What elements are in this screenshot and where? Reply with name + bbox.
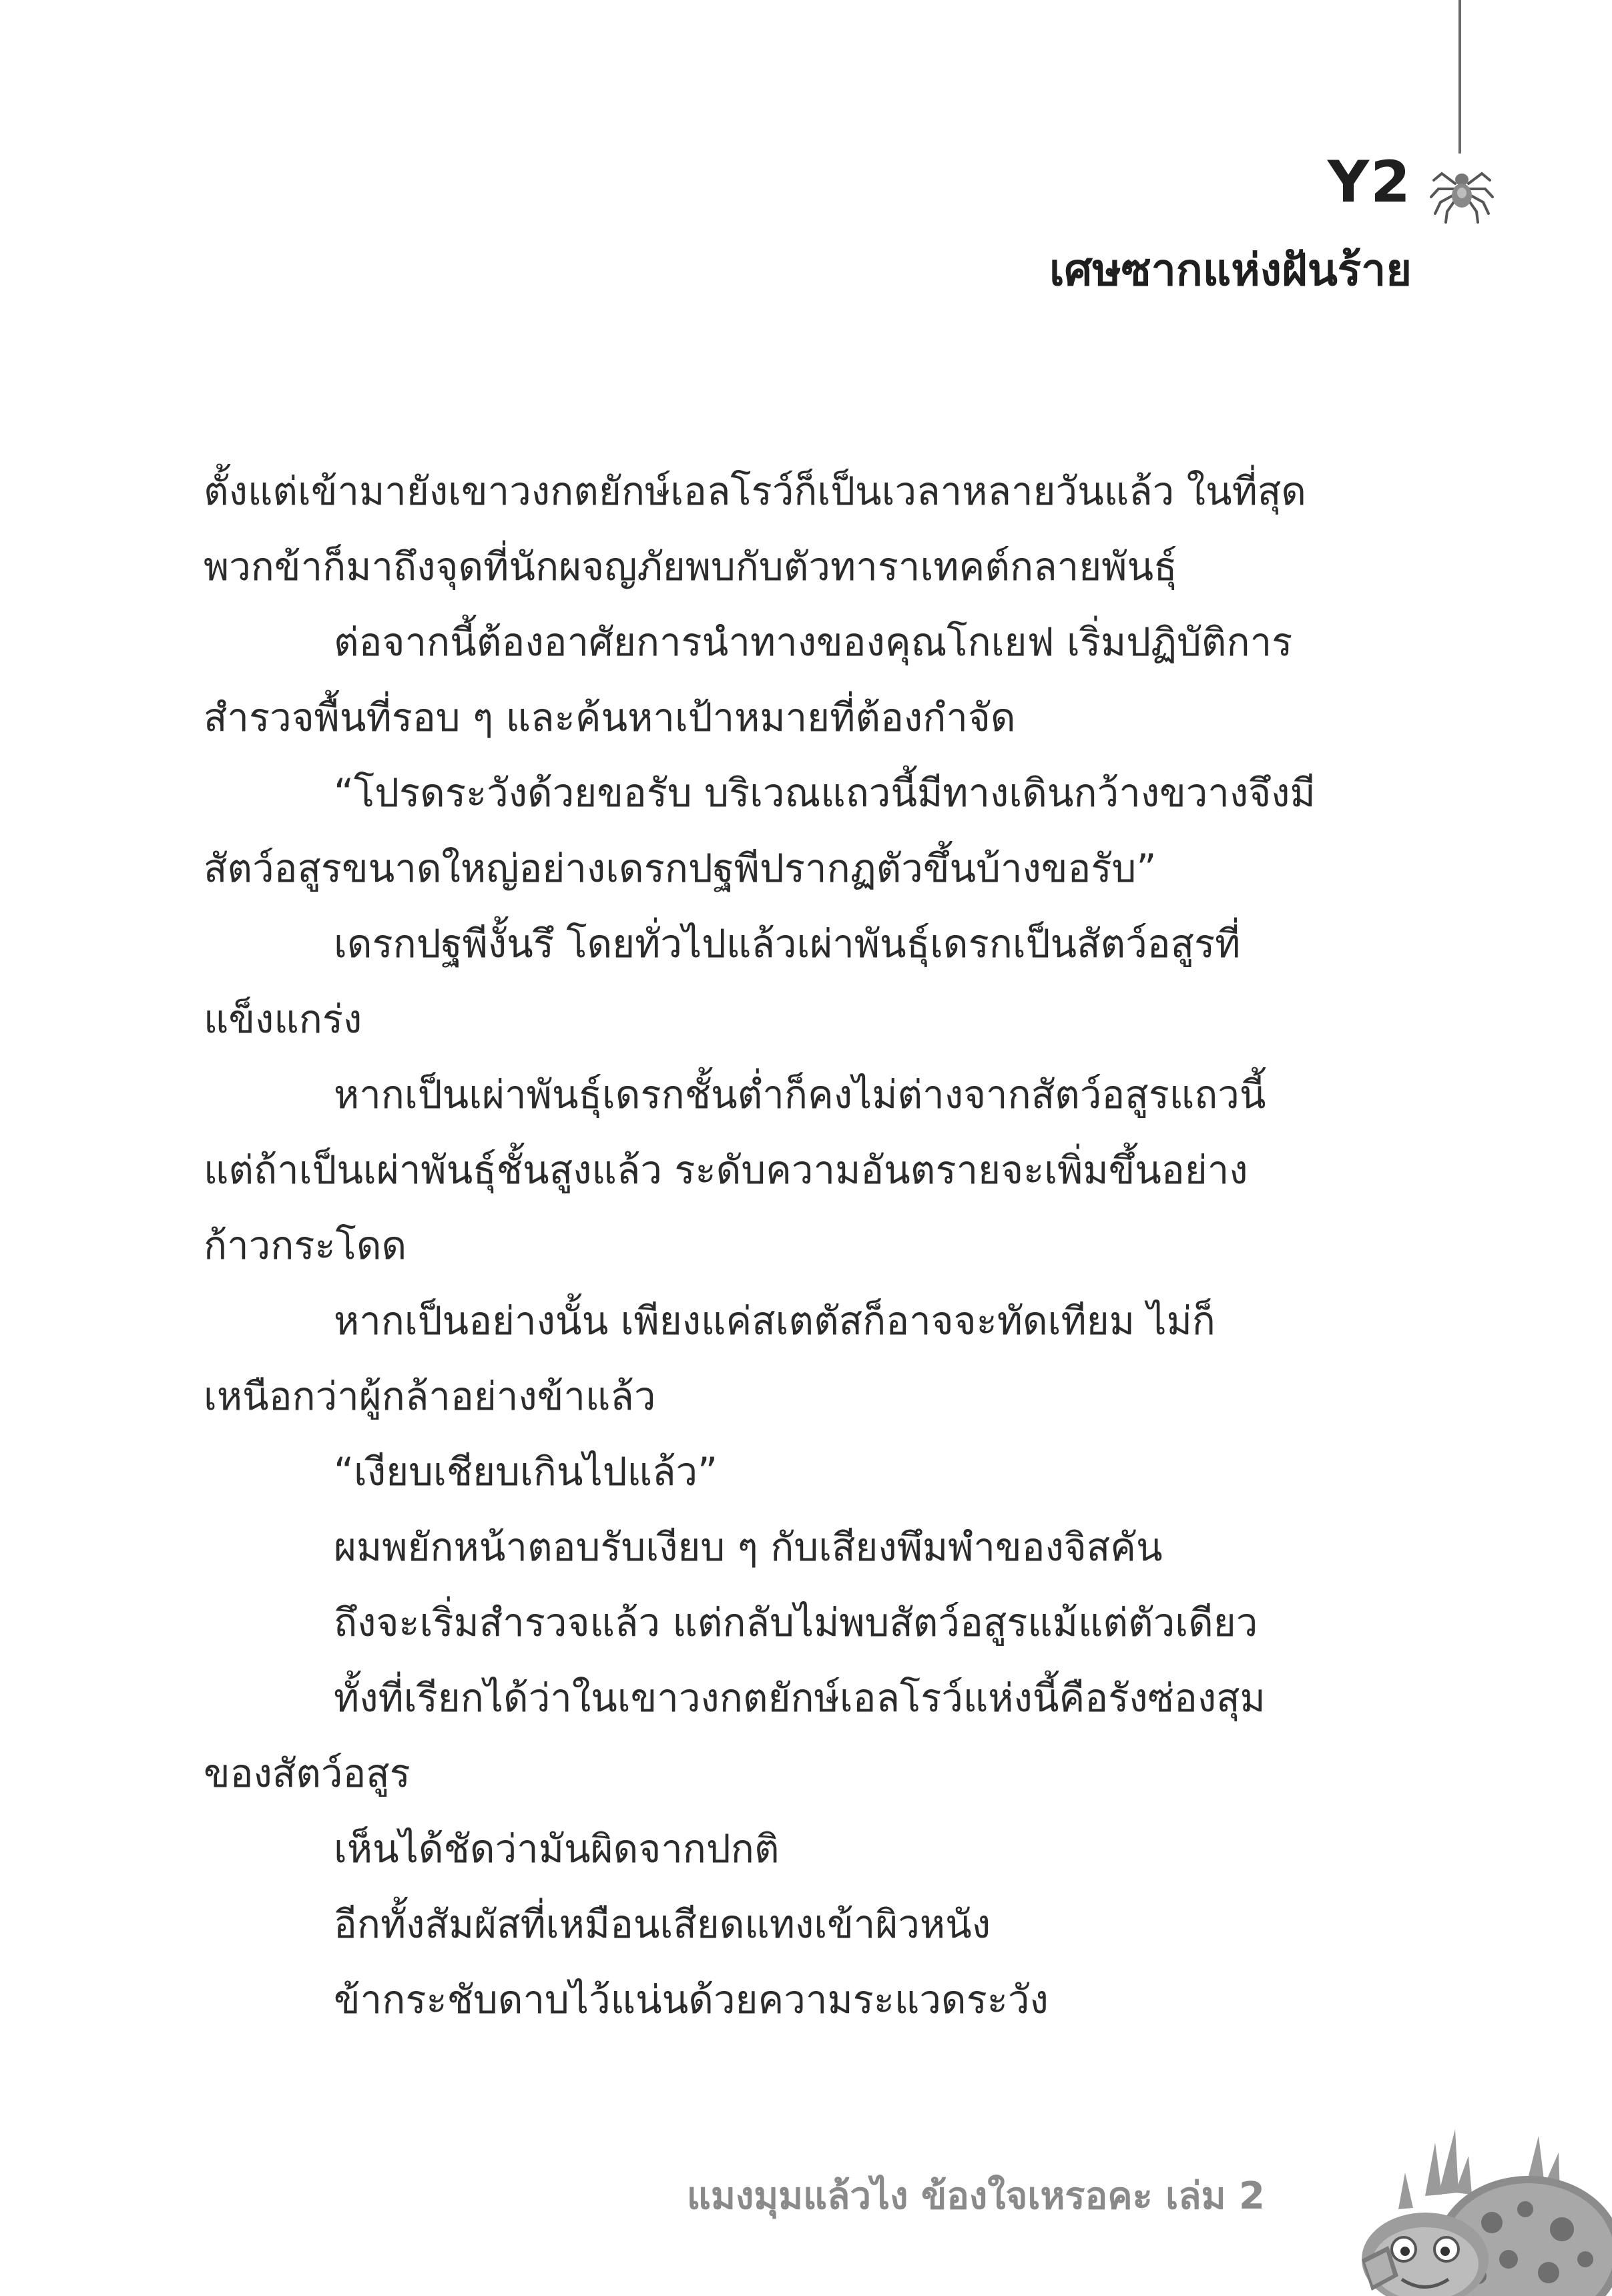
footer-book-title: แมงมุมแล้วไง ข้องใจเหรอคะ เล่ม 2 [686,2175,1265,2218]
chapter-number: Y2 [1327,149,1412,216]
spider-icon [1428,150,1495,224]
paragraph-line: ของสัตว์อสูร [204,1751,411,1796]
paragraph-line: เดรกปฐพีงั้นรึ โดยทั่วไปแล้วเผ่าพันธุ์เดรกเป็นสัตว์อสูรที่ [334,921,1241,966]
paragraph-line: หากเป็นอย่างนั้น เพียงแค่สเตตัสก็อาจจะทัดเทียม ไม่ก็ [334,1298,1216,1344]
paragraph-line: ถึงจะเริ่มสำรวจแล้ว แต่กลับไม่พบสัตว์อสูรแม้แต่ตัวเดียว [334,1600,1258,1645]
paragraph-line: สำรวจพื้นที่รอบ ๆ และค้นหาเป้าหมายที่ต้องกำจัด [204,695,1016,740]
paragraph-line: อีกทั้งสัมผัสที่เหมือนเสียดแทงเข้าผิวหนัง [334,1902,991,1947]
chapter-title: เศษซากแห่งฝันร้าย [1049,244,1412,296]
monster-egg-illustration [1325,2116,1612,2296]
paragraph-line: ข้ากระชับดาบไว้แน่นด้วยความระแวดระวัง [334,1977,1049,2022]
paragraph-line: ตั้งแต่เข้ามายังเขาวงกตยักษ์เอลโรว์ก็เป็นเวลาหลายวันแล้ว ในที่สุด [204,469,1306,514]
paragraph-line: ก้าวกระโดด [204,1223,407,1268]
paragraph-line: สัตว์อสูรขนาดใหญ่อย่างเดรกปฐพีปรากฏตัวขึ้นบ้างขอรับ” [204,846,1157,891]
paragraph-line: “เงียบเชียบเกินไปแล้ว” [334,1449,718,1494]
spider-thread [1458,0,1461,154]
paragraph-line: “โปรดระวังด้วยขอรับ บริเวณแถวนี้มีทางเดินกว้างขวางจึงมี [334,770,1316,816]
paragraph-line: เหนือกว่าผู้กล้าอย่างข้าแล้ว [204,1374,656,1419]
paragraph-line: แข็งแกร่ง [204,996,362,1042]
paragraph-line: เห็นได้ชัดว่ามันผิดจากปกติ [334,1826,780,1872]
paragraph-line: ทั้งที่เรียกได้ว่าในเขาวงกตยักษ์เอลโรว์แห่งนี้คือรังซ่องสุม [334,1675,1266,1721]
paragraph-line: พวกข้าก็มาถึงจุดที่นักผจญภัยพบกับตัวทาราเทคต์กลายพันธุ์ [204,544,1177,589]
body-text [204,454,1412,2038]
paragraph-line: แต่ถ้าเป็นเผ่าพันธุ์ชั้นสูงแล้ว ระดับความอันตรายจะเพิ่มขึ้นอย่าง [204,1147,1248,1193]
paragraph-line: ต่อจากนี้ต้องอาศัยการนำทางของคุณโกเยฟ เริ่มปฏิบัติการ [334,619,1293,665]
paragraph-line: ผมพยักหน้าตอบรับเงียบ ๆ กับเสียงพึมพำของจิสคัน [334,1524,1163,1570]
paragraph-line: หากเป็นเผ่าพันธุ์เดรกชั้นต่ำก็คงไม่ต่างจากสัตว์อสูรแถวนี้ [334,1072,1266,1117]
